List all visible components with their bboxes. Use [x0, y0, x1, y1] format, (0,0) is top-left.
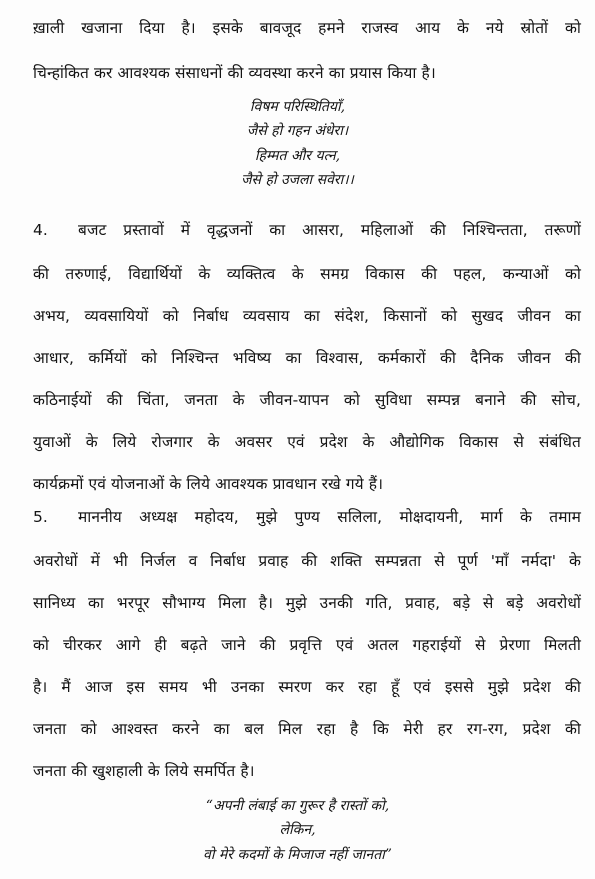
paragraph-4-line-3: अभय, व्यवसायियों को निर्बाध व्यवसाय का संदेश, किसानों को सुखद जीवन का [33, 307, 581, 325]
paragraph-5-line-7: जनता की खुशहाली के लिये समर्पित है। [33, 762, 255, 780]
paragraph-5-line-2: अवरोधों में भी निर्जल व निर्बाध प्रवाह की शक्ति सम्पन्नता से पूर्ण 'माँ नर्मदा' के [33, 552, 581, 570]
intro-line-1: ख़ाली खजाना दिया है। इसके बावजूद हमने राजस्व आय के नये स्रोतों को [33, 19, 581, 37]
paragraph-4-line-7: कार्यक्रमों एवं योजनाओं के लिये आवश्यक प्रावधान रखे गये हैं। [33, 475, 384, 493]
paragraph-5-number: 5. [33, 508, 48, 526]
verse-2-line-1: “अपनी लंबाई का गुरूर है रास्तों को, [205, 798, 390, 814]
verse-1-line-3: हिम्मत और यत्न, [254, 148, 341, 164]
verse-1-line-2: जैसे हो गहन अंधेरा। [246, 123, 349, 139]
paragraph-4-line-1: बजट प्रस्तावों में वृद्धजनों का आसरा, महिलाओं की निश्चिन्तता, तरूणों [78, 221, 581, 239]
paragraph-5-line-6: जनता को आश्वस्त करने का बल मिल रहा है कि मेरी हर रग-रग, प्रदेश की [33, 720, 581, 738]
paragraph-5-line-3: सानिध्य का भरपूर सौभाग्य मिला है। मुझे उनकी गति, प्रवाह, बड़े से बड़े अवरोधों [33, 594, 581, 612]
paragraph-5-line-5: है। मैं आज इस समय भी उनका स्मरण कर रहा हूँ एवं इससे मुझे प्रदेश की [33, 678, 581, 696]
paragraph-4-line-2: की तरुणाई, विद्यार्थियों के व्यक्तित्व के समग्र विकास की पहल, कन्याओं को [33, 265, 581, 283]
verse-2-line-2: लेकिन, [279, 822, 316, 838]
paragraph-4-number: 4. [33, 221, 48, 239]
paragraph-4-line-4: आधार, कर्मियों को निश्चिन्त भविष्य का विश्वास, कर्मकारों की दैनिक जीवन की [33, 349, 581, 367]
verse-2-line-3: वो मेरे कदमों के मिजाज नहीं जानता” [203, 847, 392, 863]
paragraph-4-line-5: कठिनाईयों की चिंता, जनता के जीवन-यापन को सुविधा सम्पन्न बनाने की सोच, [33, 391, 581, 409]
verse-1-line-1: विषम परिस्थितियाँ, [249, 99, 346, 115]
paragraph-5-line-1: माननीय अध्यक्ष महोदय, मुझे पुण्य सलिला, मोक्षदायनी, मार्ग के तमाम [78, 508, 581, 526]
paragraph-4-line-6: युवाओं के लिये रोजगार के अवसर एवं प्रदेश के औद्योगिक विकास से संबंधित [33, 433, 581, 451]
verse-1-line-4: जैसे हो उजला सवेरा।। [241, 172, 354, 188]
paragraph-5-line-4: को चीरकर आगे ही बढ़ते जाने की प्रवृत्ति एवं अतल गहराईयों से प्रेरणा मिलती [33, 636, 581, 654]
intro-line-2: चिन्हांकित कर आवश्यक संसाधनों की व्यवस्था करने का प्रयास किया है। [33, 64, 436, 82]
